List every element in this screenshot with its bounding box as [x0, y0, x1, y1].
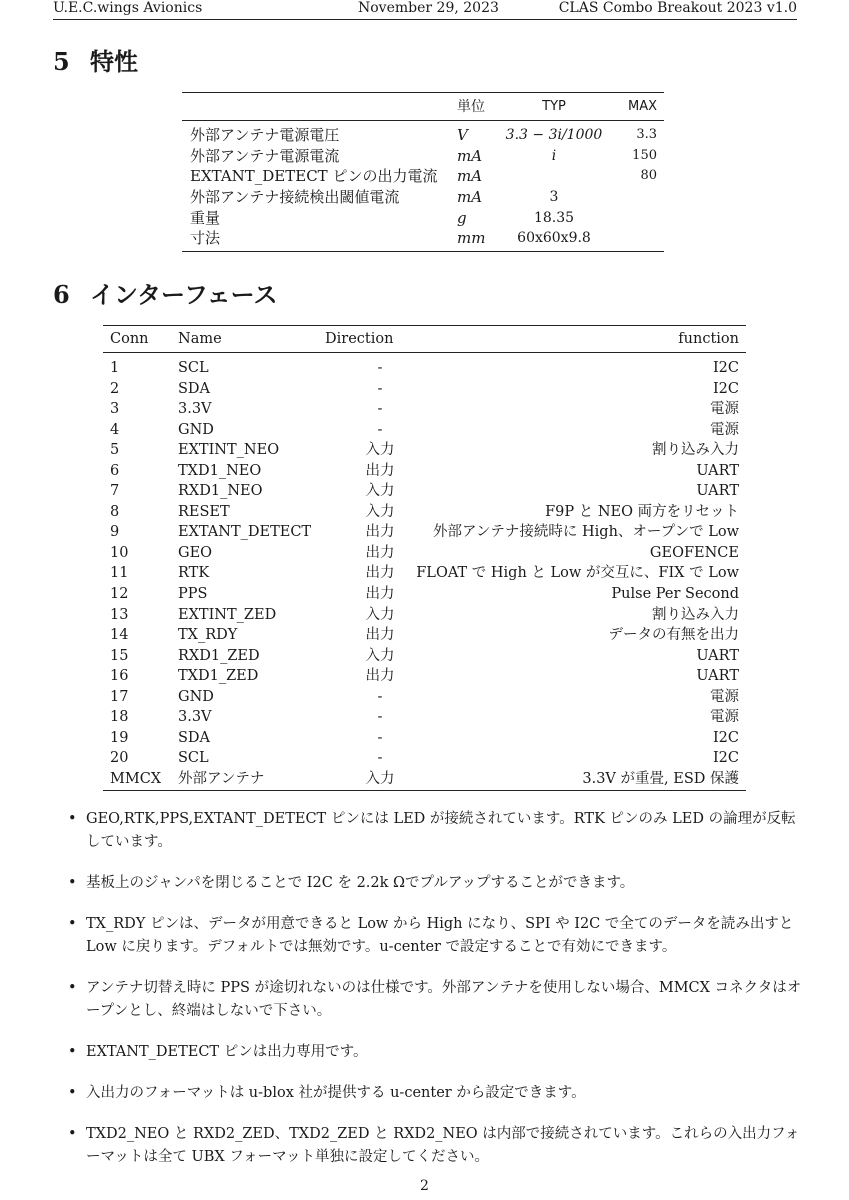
- interface-cell-function: 電源: [710, 709, 739, 726]
- interface-cell-function: 電源: [710, 421, 739, 438]
- interface-table-row: [103, 379, 746, 400]
- interface-table-header: [103, 327, 746, 352]
- interface-table-row: [103, 625, 746, 646]
- table-top-rule: [103, 325, 746, 326]
- header-date: November 29, 2023: [358, 0, 499, 16]
- interface-cell-name: SCL: [178, 360, 209, 376]
- interface-cell-conn: 11: [110, 565, 129, 582]
- interface-cell-conn: MMCX: [110, 770, 162, 787]
- interface-cell-name: 外部アンテナ: [178, 770, 265, 787]
- interface-cell-direction: 出力: [365, 627, 395, 644]
- spec-cell-max: 3.3: [636, 127, 657, 142]
- spec-cell-unit: V: [457, 126, 468, 144]
- interface-cell-conn: 5: [110, 442, 120, 459]
- bullet-marker: •: [68, 980, 77, 996]
- interface-cell-name: GEO: [178, 544, 213, 561]
- spec-cell-unit: mA: [457, 167, 483, 186]
- spec-cell-typ: 60x60x9.8: [517, 230, 591, 247]
- note-text: 入出力のフォーマットは u-blox 社が提供する u-center から設定できます。: [86, 1085, 586, 1101]
- interface-cell-direction: -: [377, 709, 383, 726]
- interface-cell-function: I2C: [712, 750, 739, 767]
- interface-cell-direction: 入力: [365, 483, 395, 500]
- interface-cell-conn: 17: [110, 688, 129, 705]
- header-direction: Direction: [325, 331, 394, 347]
- interface-table-row: [103, 769, 746, 790]
- interface-cell-direction: 出力: [365, 668, 395, 685]
- spec-cell-unit: mm: [457, 229, 486, 248]
- bullet-marker: •: [68, 811, 77, 827]
- interface-table-row: [103, 563, 746, 584]
- spec-cell-unit: mA: [457, 188, 483, 207]
- interface-table-row: [103, 728, 746, 749]
- interface-cell-function: Pulse Per Second: [611, 586, 739, 603]
- spec-table-row: [182, 187, 664, 208]
- interface-cell-function: 割り込み入力: [652, 606, 739, 623]
- section-5-title: [53, 48, 138, 76]
- table-bottom-rule: [103, 790, 746, 791]
- bullet-marker: •: [68, 1126, 77, 1142]
- note-text: EXTANT_DETECT ピンは出力専用です。: [86, 1044, 368, 1060]
- interface-table-row: [103, 420, 746, 441]
- note-text: アンテナ切替え時に PPS が途切れないのは仕様です。外部アンテナを使用しない場合、MMCX コネクタはオープンとし、終端はしないで下さい。: [86, 980, 802, 1019]
- interface-cell-direction: 出力: [365, 544, 395, 561]
- header-rule: [53, 19, 797, 20]
- spec-cell-max: 80: [640, 168, 657, 184]
- note-item: [64, 1123, 804, 1169]
- interface-cell-conn: 8: [110, 503, 120, 520]
- interface-cell-function: FLOAT で High と Low が交互に、FIX で Low: [416, 565, 739, 582]
- interface-cell-function: 電源: [710, 401, 739, 418]
- spec-cell-name: 外部アンテナ電源電圧: [190, 126, 340, 144]
- interface-table-row: [103, 502, 746, 523]
- spec-cell-name: 外部アンテナ接続検出閾値電流: [190, 188, 400, 207]
- interface-cell-function: UART: [696, 462, 739, 479]
- spec-header-typ: TYP: [542, 99, 566, 114]
- interface-cell-function: データの有無を出力: [608, 627, 739, 644]
- interface-cell-conn: 18: [110, 709, 129, 726]
- spec-header-max: MAX: [627, 99, 657, 114]
- interface-cell-function: 3.3V が重畳, ESD 保護: [582, 770, 739, 787]
- interface-cell-name: 3.3V: [178, 709, 212, 726]
- note-text: GEO,RTK,PPS,EXTANT_DETECT ピンには LED が接続されています。RTK ピンのみ LED の論理が反転しています。: [86, 811, 796, 850]
- notes-list: [64, 808, 804, 1187]
- note-item: [64, 872, 804, 895]
- interface-table-row: [103, 584, 746, 605]
- interface-cell-direction: -: [377, 750, 383, 767]
- spec-cell-unit: g: [457, 208, 467, 227]
- interface-cell-direction: -: [377, 729, 383, 746]
- interface-cell-name: GND: [178, 421, 214, 438]
- interface-cell-function: GEOFENCE: [649, 544, 739, 561]
- interface-table-row: [103, 399, 746, 420]
- interface-cell-conn: 13: [110, 606, 129, 623]
- bullet-marker: •: [68, 1044, 77, 1060]
- interface-cell-conn: 16: [110, 668, 129, 685]
- note-item: [64, 1082, 804, 1105]
- interface-cell-name: RXD1_ZED: [178, 647, 260, 664]
- section-6-title: [53, 281, 277, 309]
- interface-cell-direction: 入力: [365, 606, 395, 623]
- interface-cell-function: UART: [696, 668, 739, 685]
- bullet-marker: •: [68, 916, 77, 932]
- interface-table-row: [103, 358, 746, 379]
- interface-table-row: [103, 522, 746, 543]
- interface-cell-function: 割り込み入力: [652, 442, 739, 459]
- interface-cell-name: SDA: [178, 380, 211, 397]
- interface-cell-conn: 15: [110, 647, 129, 664]
- interface-table-row: [103, 707, 746, 728]
- note-text: TX_RDY ピンは、データが用意できると Low から High になり、SPI や I2C で全てのデータを読み出すと Low に戻ります。デフォルトでは無効です。u-center で設定することで有効にできます。: [86, 916, 794, 955]
- spec-cell-name: EXTANT_DETECT ピンの出力電流: [190, 167, 438, 186]
- spec-table-row: [182, 166, 664, 187]
- spec-table-row: [182, 208, 664, 229]
- interface-cell-direction: 出力: [365, 565, 395, 582]
- spec-table-row: [182, 146, 664, 167]
- note-item: [64, 913, 804, 959]
- interface-cell-function: I2C: [712, 729, 739, 746]
- spec-cell-unit: mA: [457, 146, 483, 165]
- bullet-marker: •: [68, 1085, 77, 1101]
- interface-cell-name: RTK: [178, 565, 210, 582]
- interface-cell-conn: 14: [110, 627, 129, 644]
- interface-cell-name: RESET: [178, 503, 230, 520]
- interface-cell-function: F9P と NEO 両方をリセット: [545, 503, 739, 520]
- note-text: 基板上のジャンパを閉じることで I2C を 2.2k Ωでプルアップすることができます。: [86, 875, 635, 891]
- header-function: function: [678, 331, 739, 347]
- interface-cell-direction: -: [377, 401, 383, 418]
- interface-cell-conn: 10: [110, 544, 129, 561]
- interface-table-row: [103, 440, 746, 461]
- interface-cell-conn: 4: [110, 421, 120, 438]
- interface-cell-conn: 12: [110, 586, 129, 603]
- section-5-text: 特性: [90, 47, 138, 76]
- interface-cell-name: EXTANT_DETECT: [178, 524, 312, 541]
- interface-cell-name: SCL: [178, 750, 209, 767]
- interface-table-row: [103, 543, 746, 564]
- interface-cell-function: UART: [696, 483, 739, 500]
- interface-cell-conn: 9: [110, 524, 120, 541]
- section-5-number: 5: [53, 47, 70, 76]
- interface-cell-direction: -: [377, 380, 383, 397]
- interface-cell-function: I2C: [712, 360, 739, 376]
- interface-cell-name: TX_RDY: [178, 627, 238, 644]
- interface-cell-direction: 出力: [365, 524, 395, 541]
- note-item: [64, 808, 804, 854]
- interface-cell-conn: 19: [110, 729, 129, 746]
- note-text: TXD2_NEO と RXD2_ZED、TXD2_ZED と RXD2_NEO は内部で接続されています。これらの入出力フォーマットは全て UBX フォーマット単独に設定してください。: [86, 1126, 800, 1165]
- section-6-number: 6: [53, 280, 70, 309]
- interface-cell-name: GND: [178, 688, 214, 705]
- spec-cell-name: 寸法: [190, 229, 221, 248]
- interface-cell-name: EXTINT_NEO: [178, 442, 280, 459]
- interface-cell-direction: 入力: [365, 770, 395, 787]
- interface-table-row: [103, 748, 746, 769]
- interface-cell-direction: 入力: [365, 442, 395, 459]
- interface-cell-direction: 入力: [365, 503, 395, 520]
- table-mid-rule: [182, 120, 664, 121]
- interface-cell-direction: -: [377, 688, 383, 705]
- interface-cell-conn: 6: [110, 462, 120, 479]
- interface-cell-conn: 3: [110, 401, 120, 418]
- interface-table-row: [103, 461, 746, 482]
- interface-cell-conn: 1: [110, 360, 120, 376]
- interface-cell-name: TXD1_NEO: [178, 462, 262, 479]
- interface-cell-name: SDA: [178, 729, 211, 746]
- interface-cell-conn: 20: [110, 750, 129, 767]
- interface-cell-name: TXD1_ZED: [178, 668, 259, 685]
- table-bottom-rule: [182, 251, 664, 252]
- interface-table-body: [103, 358, 746, 789]
- spec-cell-typ: 3: [549, 189, 559, 206]
- spec-cell-name: 外部アンテナ電源電流: [190, 146, 340, 165]
- table-mid-rule: [103, 352, 746, 353]
- table-top-rule: [182, 92, 664, 93]
- header-name: Name: [178, 331, 222, 347]
- header-left: U.E.C.wings Avionics: [53, 0, 203, 16]
- page-header: [53, 0, 797, 18]
- interface-table-row: [103, 666, 746, 687]
- spec-table-body: [182, 125, 664, 249]
- spec-table-row: [182, 125, 664, 146]
- interface-cell-name: EXTINT_ZED: [178, 606, 277, 623]
- interface-cell-conn: 7: [110, 483, 120, 500]
- interface-cell-function: I2C: [712, 380, 739, 397]
- interface-cell-direction: 入力: [365, 647, 395, 664]
- interface-cell-direction: 出力: [365, 586, 395, 603]
- spec-cell-typ: 3.3 − 3i/1000: [505, 127, 603, 143]
- interface-cell-function: UART: [696, 647, 739, 664]
- page-number: 2: [420, 1178, 429, 1194]
- interface-cell-name: 3.3V: [178, 401, 212, 418]
- spec-cell-name: 重量: [190, 208, 221, 227]
- note-item: [64, 1041, 804, 1064]
- interface-cell-function: 電源: [710, 688, 739, 705]
- interface-cell-name: RXD1_NEO: [178, 483, 263, 500]
- header-right: CLAS Combo Breakout 2023 v1.0: [558, 0, 797, 16]
- interface-table: [103, 325, 746, 791]
- interface-cell-direction: -: [377, 360, 383, 376]
- section-6-text: インターフェース: [90, 280, 278, 309]
- spec-table-row: [182, 228, 664, 249]
- interface-cell-direction: -: [377, 421, 383, 438]
- header-conn: Conn: [110, 331, 149, 347]
- note-item: [64, 977, 804, 1023]
- spec-table: [182, 92, 664, 252]
- interface-table-row: [103, 687, 746, 708]
- interface-table-row: [103, 481, 746, 502]
- interface-table-row: [103, 605, 746, 626]
- spec-cell-max: 150: [632, 147, 657, 163]
- interface-cell-function: 外部アンテナ接続時に High、オープンで Low: [432, 524, 739, 541]
- interface-table-row: [103, 646, 746, 667]
- spec-cell-typ: i: [551, 147, 557, 164]
- spec-header-unit: 単位: [457, 99, 485, 115]
- bullet-marker: •: [68, 875, 77, 891]
- spec-cell-typ: 18.35: [533, 209, 575, 226]
- interface-cell-conn: 2: [110, 380, 120, 397]
- interface-cell-direction: 出力: [365, 462, 395, 479]
- interface-cell-name: PPS: [178, 586, 208, 603]
- spec-table-header: [182, 94, 664, 120]
